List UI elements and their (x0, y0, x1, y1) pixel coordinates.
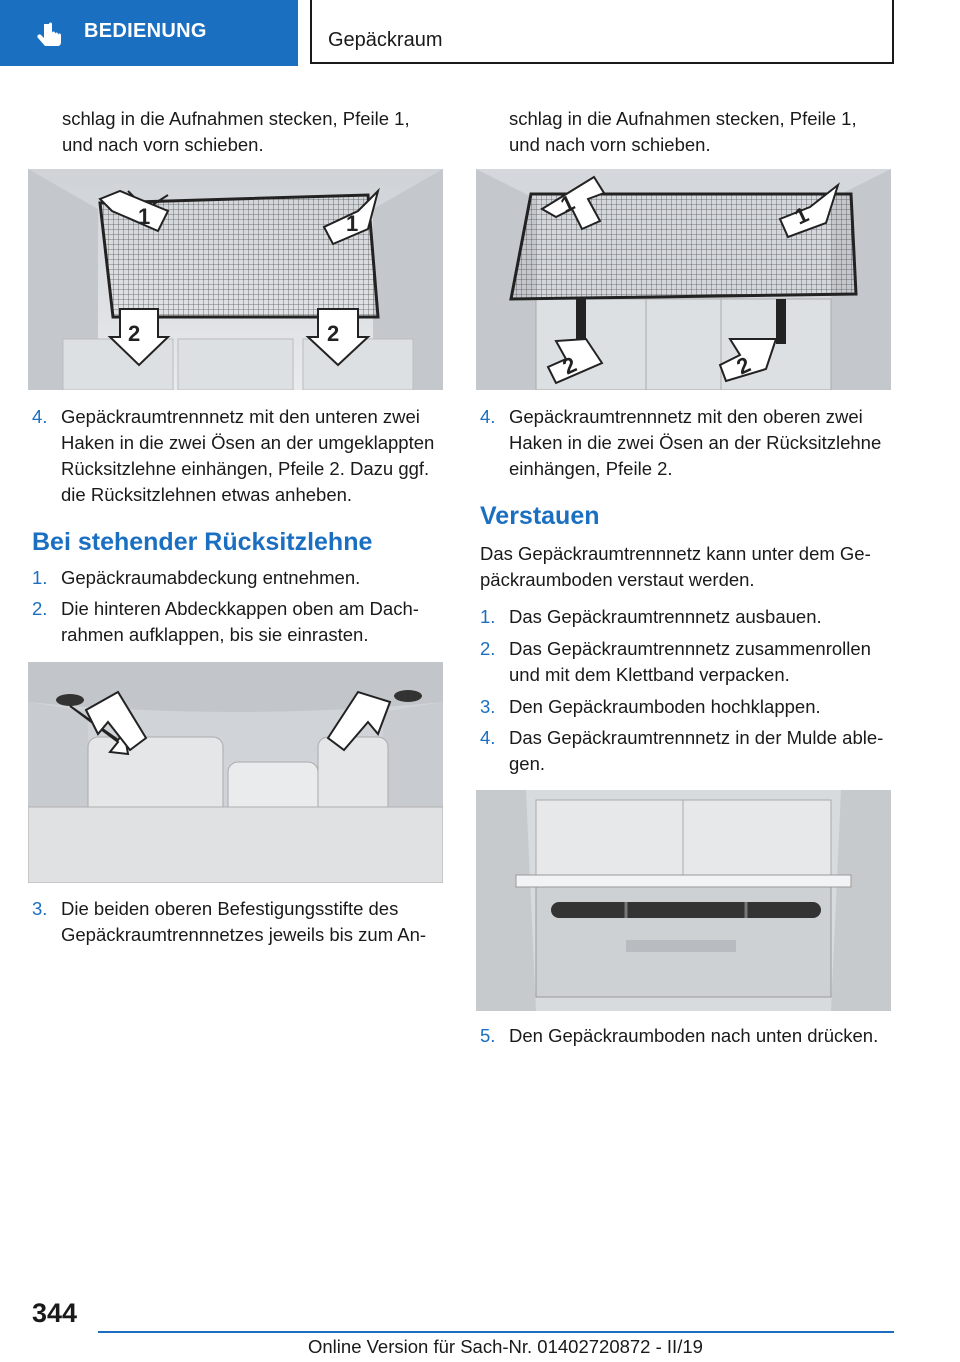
text-line: Den Gepäckraumboden nach unten drücken. (509, 1025, 879, 1046)
text-line: Die beiden oberen Befestigungsstifte des (61, 898, 399, 919)
step-number: 5. (480, 1025, 496, 1046)
footer-text: Online Version für Sach-Nr. 01402720872 - II/19 (308, 1336, 703, 1357)
text-line: Haken in die zwei Ösen an der Rücksitzlehne (509, 432, 882, 453)
text-line: Rücksitzlehne einhängen, Pfeile 2. Dazu ggf. (61, 458, 430, 479)
left-step-2 (28, 596, 452, 648)
arrow-label: 1 (346, 211, 359, 236)
text-line: Haken in die zwei Ösen an der umgeklappten (61, 432, 435, 453)
heading-stowing: Verstauen (480, 502, 600, 530)
text-line: päckraumboden verstaut werden. (480, 569, 755, 590)
step-number: 4. (480, 727, 496, 748)
right-step-1 (476, 604, 900, 630)
step-number: 3. (32, 898, 48, 919)
figure-roof-covers (28, 662, 443, 883)
step-number: 2. (32, 598, 48, 619)
text-line: Das Gepäckraumtrennnetz kann unter dem Ge- (480, 543, 871, 564)
right-step-4b (476, 725, 900, 777)
page-number: 344 (32, 1298, 78, 1328)
left-step-1 (28, 565, 452, 591)
text-line: und nach vorn schieben. (62, 134, 264, 155)
arrow-label: 1 (556, 189, 579, 218)
text-line: die Rücksitzlehnen etwas anheben. (61, 484, 353, 505)
left-intro (62, 106, 452, 158)
step-number: 4. (480, 406, 496, 427)
text-line: Das Gepäckraumtrennnetz ausbauen. (509, 606, 822, 627)
arrow-label: 2 (327, 321, 340, 346)
text-line: Gepäckraumabdeckung entnehmen. (61, 567, 361, 588)
arrow-label: 2 (558, 351, 581, 380)
left-step-3 (28, 896, 452, 948)
footer-rule (98, 1331, 894, 1333)
right-step-3 (476, 694, 900, 720)
heading-standing-backrest: Bei stehender Rücksitzlehne (32, 528, 373, 556)
text-line: Die hinteren Abdeckkappen oben am Dach- (61, 598, 419, 619)
right-step-2 (476, 636, 900, 688)
chapter-title: Gepäckraum (328, 29, 443, 51)
text-line: Das Gepäckraumtrennnetz zusammenrollen (509, 638, 871, 659)
text-line: Gepäckraumtrennnetz mit den oberen zwei (509, 406, 863, 427)
text-line: und nach vorn schieben. (509, 134, 711, 155)
step-number: 1. (480, 606, 496, 627)
text-line: und mit dem Klettband verpacken. (509, 664, 790, 685)
arrow-label: 1 (790, 201, 813, 230)
figure-net-lower-hooks (28, 169, 443, 390)
text-line: Das Gepäckraumtrennnetz in der Mulde able- (509, 727, 884, 748)
section-label: BEDIENUNG (84, 20, 207, 42)
step-number: 1. (32, 567, 48, 588)
left-step-4 (28, 404, 452, 508)
figure-stowed-net (476, 790, 891, 1011)
section-tab (0, 0, 298, 66)
hand-pointer-icon (34, 20, 66, 50)
text-line: gen. (509, 753, 546, 774)
text-line: Gepäckraumtrennnetzes jeweils bis zum An- (61, 924, 427, 945)
text-line: einhängen, Pfeile 2. (509, 458, 673, 479)
right-intro (509, 106, 899, 158)
right-body (480, 541, 896, 593)
text-line: schlag in die Aufnahmen stecken, Pfeile 1, (62, 108, 410, 129)
text-line: rahmen aufklappen, bis sie einrasten. (61, 624, 369, 645)
arrow-label: 2 (128, 321, 141, 346)
step-number: 3. (480, 696, 496, 717)
figure-net-upper-hooks (476, 169, 891, 390)
right-step-5 (476, 1023, 900, 1049)
right-step-4 (476, 404, 900, 482)
text-line: Gepäckraumtrennnetz mit den unteren zwei (61, 406, 420, 427)
step-number: 4. (32, 406, 48, 427)
text-line: schlag in die Aufnahmen stecken, Pfeile 1, (509, 108, 857, 129)
chapter-box (310, 0, 894, 64)
step-number: 2. (480, 638, 496, 659)
arrow-label: 2 (732, 351, 755, 380)
text-line: Den Gepäckraumboden hochklappen. (509, 696, 821, 717)
arrow-label: 1 (138, 204, 151, 229)
